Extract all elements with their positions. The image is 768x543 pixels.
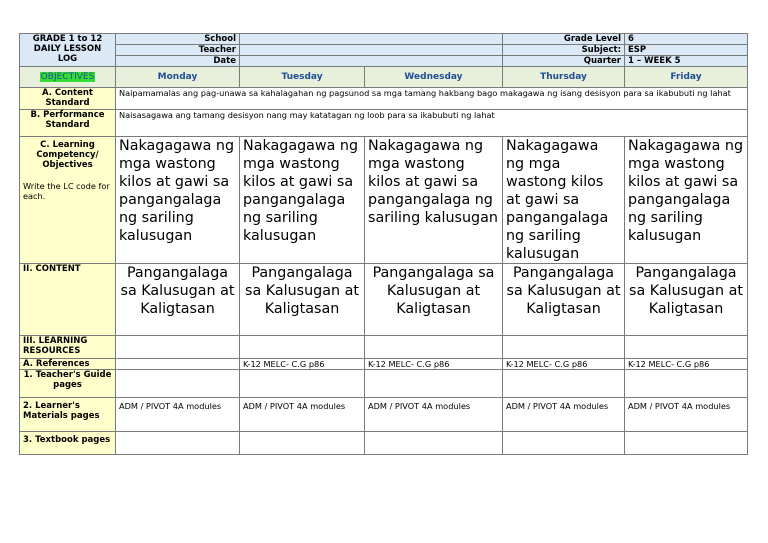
textbook-thursday [503,432,625,455]
header-row-teacher [20,45,748,56]
teachers-guide-thursday [503,370,625,398]
performance-standard-row [20,110,748,137]
grade-box [20,34,116,67]
grade-range: GRADE 1 to 12 [32,34,103,44]
competency-thursday: Nakagagawa ng mga wastong kilos at gawi sa pangangalaga ng sariling kalusugan [503,137,625,264]
competency-wednesday: Nakagagawa ng mga wastong kilos at gawi sa pangangalaga ng sariling kalusugan [365,137,503,264]
textbook-row [20,432,748,455]
textbook-monday [116,432,240,455]
content-wednesday: Pangangalaga sa Kalusugan at Kaligtasan [365,264,503,336]
school-value[interactable] [240,34,503,45]
content-standard-label-line2: Standard [45,98,90,108]
learners-materials-wednesday: ADM / PIVOT 4A modules [365,398,503,432]
content-standard-label [20,88,116,110]
competency-label [20,137,116,264]
references-label: A. References [20,359,116,370]
resources-tuesday [240,336,365,359]
competency-label-line2: Competency/ [36,150,99,160]
references-row [20,359,748,370]
textbook-wednesday [365,432,503,455]
learners-materials-tuesday: ADM / PIVOT 4A modules [240,398,365,432]
daily-lesson-log-title: DAILY LESSON LOG [33,44,102,64]
resources-friday [625,336,748,359]
content-label: II. CONTENT [20,264,116,336]
resources-label-line2: RESOURCES [23,346,81,356]
textbook-friday [625,432,748,455]
school-label: School [116,34,240,45]
date-value[interactable] [240,56,503,67]
teachers-guide-label-line2: pages [53,380,82,390]
learners-materials-thursday: ADM / PIVOT 4A modules [503,398,625,432]
competency-label-line3: Objectives [42,160,93,170]
competency-monday: Nakagagawa ng mga wastong kilos at gawi sa pangangalaga ng sariling kalusugan [116,137,240,264]
performance-standard-label-line1: B. Performance [30,110,105,120]
teacher-label: Teacher [116,45,240,56]
textbook-tuesday [240,432,365,455]
teachers-guide-tuesday [240,370,365,398]
performance-standard-label [20,110,116,137]
performance-standard-text: Naisasagawa ang tamang desisyon nang may katatagan ng loob para sa ikabubuti ng lahat [116,110,748,137]
content-standard-label-line1: A. Content [42,88,93,98]
day-wednesday: Wednesday [365,67,503,88]
day-monday: Monday [116,67,240,88]
teachers-guide-row [20,370,748,398]
learners-materials-monday: ADM / PIVOT 4A modules [116,398,240,432]
subject-value[interactable]: ESP [625,45,748,56]
learners-materials-label [20,398,116,432]
resources-monday [116,336,240,359]
references-friday: K-12 MELC- C.G p86 [625,359,748,370]
objectives-heading [20,67,116,88]
header-row-date [20,56,748,67]
content-row [20,264,748,336]
content-tuesday: Pangangalaga sa Kalusugan at Kaligtasan [240,264,365,336]
day-tuesday: Tuesday [240,67,365,88]
content-friday: Pangangalaga sa Kalusugan at Kaligtasan [625,264,748,336]
learners-materials-row [20,398,748,432]
resources-label [20,336,116,359]
days-header-row [20,67,748,88]
resources-thursday [503,336,625,359]
header-row-school [20,34,748,45]
references-thursday: K-12 MELC- C.G p86 [503,359,625,370]
grade-level-label: Grade Level [503,34,625,45]
date-label: Date [116,56,240,67]
competency-note: Write the LC code for each. [23,181,110,201]
resources-row [20,336,748,359]
content-thursday: Pangangalaga sa Kalusugan at Kaligtasan [503,264,625,336]
learners-materials-friday: ADM / PIVOT 4A modules [625,398,748,432]
teachers-guide-wednesday [365,370,503,398]
competency-label-line1: C. Learning [40,140,95,150]
teachers-guide-monday [116,370,240,398]
day-friday: Friday [625,67,748,88]
daily-lesson-log-table [19,33,748,455]
learners-materials-label-line2: Materials pages [23,411,100,421]
quarter-value[interactable]: 1 – WEEK 5 [625,56,748,67]
subject-label: Subject: [503,45,625,56]
objectives-label: OBJECTIVES [40,72,95,82]
learners-materials-label-line1: 2. Learner's [23,401,80,411]
textbook-label: 3. Textbook pages [20,432,116,455]
resources-label-line1: III. LEARNING [23,336,88,346]
content-standard-text: Naipamamalas ang pag-unawa sa kahalagahan ng pagsunod sa mga tamang hakbang bago makagawa ng isang desisyon para sa ikabubuti ng lahat [116,88,748,110]
performance-standard-label-line2: Standard [45,120,90,130]
teachers-guide-label-line1: 1. Teacher's Guide [23,370,112,380]
references-monday [116,359,240,370]
resources-wednesday [365,336,503,359]
teachers-guide-label [20,370,116,398]
references-tuesday: K-12 MELC- C.G p86 [240,359,365,370]
references-wednesday: K-12 MELC- C.G p86 [365,359,503,370]
grade-level-value[interactable]: 6 [625,34,748,45]
teachers-guide-friday [625,370,748,398]
content-standard-row [20,88,748,110]
teacher-value[interactable] [240,45,503,56]
competency-tuesday: Nakagagawa ng mga wastong kilos at gawi sa pangangalaga ng sariling kalusugan [240,137,365,264]
content-monday: Pangangalaga sa Kalusugan at Kaligtasan [116,264,240,336]
day-thursday: Thursday [503,67,625,88]
quarter-label: Quarter [503,56,625,67]
competency-row [20,137,748,264]
competency-friday: Nakagagawa ng mga wastong kilos at gawi sa pangangalaga ng sariling kalusugan [625,137,748,264]
